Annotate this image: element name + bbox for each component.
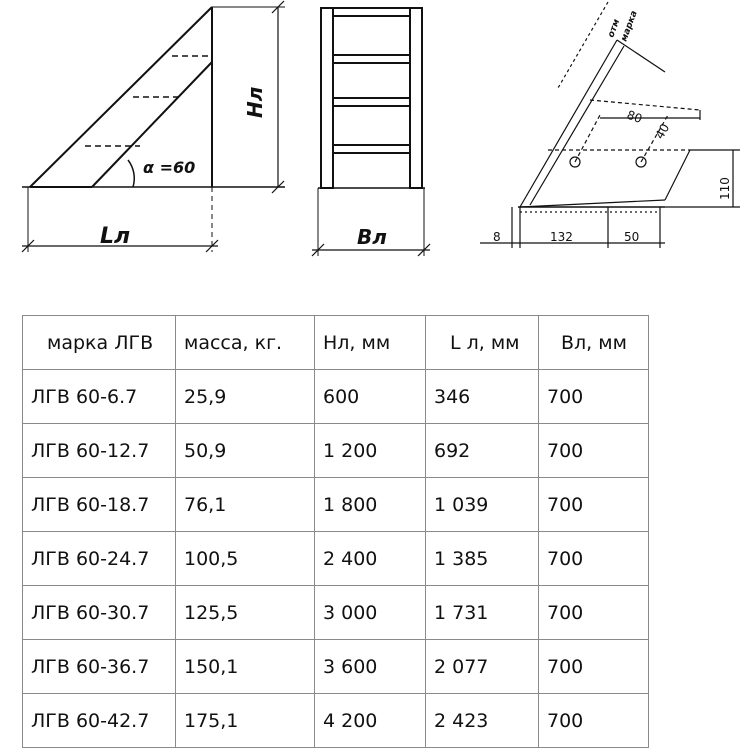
ladder-spec-table	[22, 315, 649, 748]
header-length: L л, мм	[426, 316, 539, 370]
cell-grade: ЛГВ 60-12.7	[23, 424, 176, 478]
dim-132: 132	[550, 230, 573, 244]
cell-length: 1 385	[426, 532, 539, 586]
cell-width: 700	[539, 478, 649, 532]
cell-length: 2 423	[426, 694, 539, 748]
table-row	[23, 532, 649, 586]
table-row	[23, 424, 649, 478]
cell-height: 2 400	[315, 532, 426, 586]
cell-length: 2 077	[426, 640, 539, 694]
cell-height: 1 200	[315, 424, 426, 478]
height-label: Нл	[243, 86, 267, 118]
cell-width: 700	[539, 532, 649, 586]
cell-length: 1 039	[426, 478, 539, 532]
cell-mass: 175,1	[176, 694, 315, 748]
front-view	[312, 8, 430, 256]
cell-mass: 150,1	[176, 640, 315, 694]
table-header-row	[23, 316, 649, 370]
cell-width: 700	[539, 640, 649, 694]
cell-grade: ЛГВ 60-18.7	[23, 478, 176, 532]
cell-height: 1 800	[315, 478, 426, 532]
cell-width: 700	[539, 694, 649, 748]
cell-mass: 125,5	[176, 586, 315, 640]
dim-8: 8	[493, 230, 501, 244]
cell-length: 692	[426, 424, 539, 478]
cell-grade: ЛГВ 60-36.7	[23, 640, 176, 694]
width-label: Вл	[357, 225, 387, 249]
length-label: Lл	[100, 224, 131, 249]
cell-length: 346	[426, 370, 539, 424]
cell-width: 700	[539, 370, 649, 424]
angle-label: α =60	[143, 158, 196, 177]
side-view	[22, 1, 285, 252]
cell-width: 700	[539, 586, 649, 640]
cell-height: 4 200	[315, 694, 426, 748]
header-height: Нл, мм	[315, 316, 426, 370]
table-row	[23, 370, 649, 424]
cell-grade: ЛГВ 60-6.7	[23, 370, 176, 424]
cell-height: 3 600	[315, 640, 426, 694]
table-row	[23, 586, 649, 640]
cell-width: 700	[539, 424, 649, 478]
cell-mass: 100,5	[176, 532, 315, 586]
dim-40: 40	[652, 121, 673, 142]
cell-mass: 50,9	[176, 424, 315, 478]
cell-height: 600	[315, 370, 426, 424]
cell-grade: ЛГВ 60-24.7	[23, 532, 176, 586]
header-width: Вл, мм	[539, 316, 649, 370]
table-row	[23, 640, 649, 694]
cell-grade: ЛГВ 60-30.7	[23, 586, 176, 640]
cell-mass: 76,1	[176, 478, 315, 532]
table-row	[23, 478, 649, 532]
cell-length: 1 731	[426, 586, 539, 640]
ladder-drawing	[0, 0, 750, 300]
dim-110: 110	[718, 177, 732, 200]
dim-50: 50	[624, 230, 640, 244]
table-row	[23, 694, 649, 748]
header-mass: масса, кг.	[176, 316, 315, 370]
zero-mark-label-2: марка	[619, 9, 640, 44]
cell-grade: ЛГВ 60-42.7	[23, 694, 176, 748]
dim-80: 80	[624, 107, 645, 127]
detail-view	[480, 2, 740, 248]
zero-mark-label: отм	[606, 17, 623, 40]
header-grade: марка ЛГВ	[23, 316, 176, 370]
cell-mass: 25,9	[176, 370, 315, 424]
cell-height: 3 000	[315, 586, 426, 640]
